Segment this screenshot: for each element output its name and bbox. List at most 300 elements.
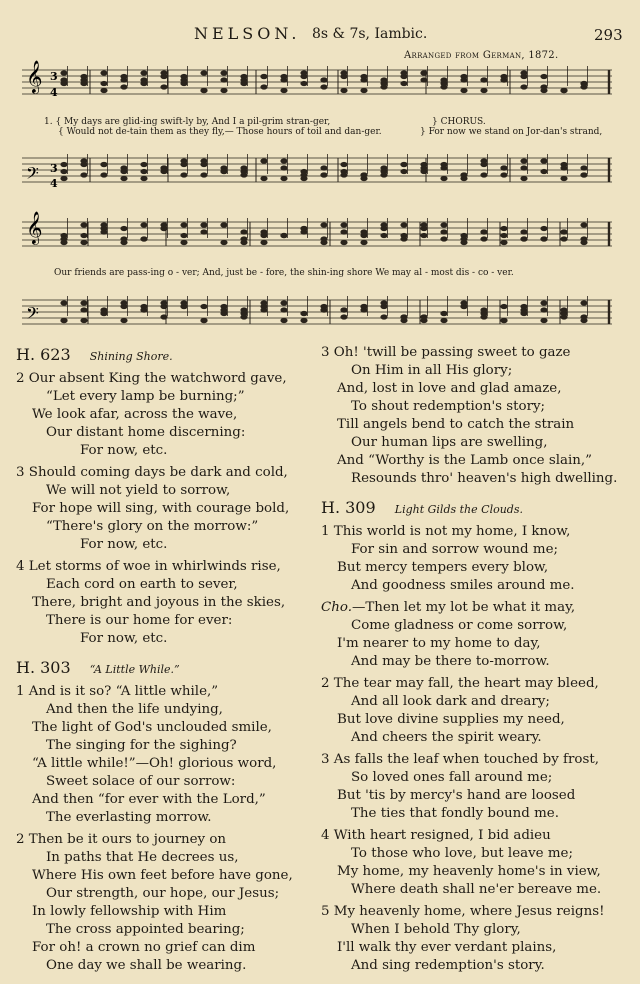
note-head <box>280 318 287 323</box>
note-head <box>540 74 547 79</box>
note-head <box>220 222 227 227</box>
note-head <box>400 74 407 79</box>
note-head <box>480 88 487 93</box>
verse <box>16 831 314 975</box>
chorus-label: } CHORUS. <box>432 117 486 127</box>
note-head <box>220 77 227 82</box>
verse-line: The everlasting morrow. <box>46 810 212 825</box>
chorus-line: I'm nearer to my home to day, <box>337 636 541 651</box>
arrangement-credit: Arranged from German, 1872. <box>404 50 559 61</box>
note-head <box>440 176 447 181</box>
note-head <box>160 314 167 319</box>
chorus-verse <box>321 599 627 671</box>
note-head <box>580 318 587 323</box>
note-head <box>280 74 287 79</box>
hymn-tune-name: “A Little While.” <box>89 663 180 676</box>
note-head <box>460 77 467 82</box>
note-head <box>280 233 287 238</box>
verse-line: 4 With heart resigned, I bid adieu <box>321 828 551 843</box>
note-head <box>140 162 147 167</box>
note-head <box>80 233 87 238</box>
note-head <box>360 88 367 93</box>
note-head <box>520 229 527 234</box>
note-head <box>500 240 507 245</box>
verse-line: “There's glory on the morrow:” <box>46 519 259 534</box>
note-head <box>100 311 107 316</box>
note-head <box>500 172 507 177</box>
verse-line: 4 Let storms of woe in whirlwinds rise, <box>16 559 281 574</box>
note-head <box>320 240 327 245</box>
note-head <box>240 311 247 316</box>
note-head <box>220 169 227 174</box>
note-head <box>120 318 127 323</box>
note-head <box>220 88 227 93</box>
note-head <box>220 70 227 75</box>
note-head <box>200 222 207 227</box>
note-head <box>340 314 347 319</box>
verse-line: The ties that fondly bound me. <box>351 806 559 821</box>
note-head <box>500 226 507 231</box>
verse-line: And cheers the spirit weary. <box>351 730 542 745</box>
note-head <box>440 318 447 323</box>
note-head <box>440 81 447 86</box>
note-head <box>260 233 267 238</box>
verse-line: When I behold Thy glory, <box>351 922 521 937</box>
note-head <box>140 70 147 75</box>
note-head <box>580 240 587 245</box>
staff-system-1-bass <box>22 154 612 182</box>
note-head <box>60 162 67 167</box>
verse <box>16 683 314 827</box>
hymn-tune-name: Light Gilds the Clouds. <box>394 503 523 516</box>
note-head <box>520 70 527 75</box>
verse-line: My home, my heavenly home's in view, <box>337 864 601 879</box>
verse-line: Where death shall ne'er bereave me. <box>351 882 602 897</box>
verse-line: “A little while!”—Oh! glorious word, <box>32 756 277 771</box>
note-head <box>340 162 347 167</box>
note-head <box>340 307 347 312</box>
note-head <box>200 304 207 309</box>
refrain-line: For now, etc. <box>80 631 168 646</box>
note-head <box>160 84 167 89</box>
note-head <box>300 311 307 316</box>
note-head <box>100 172 107 177</box>
note-head <box>280 300 287 305</box>
verse-line: 3 Should coming days be dark and cold, <box>16 465 288 480</box>
note-head <box>240 229 247 234</box>
note-head <box>320 222 327 227</box>
verse-line: 3 As falls the leaf when touched by frost, <box>321 752 599 767</box>
note-head <box>140 307 147 312</box>
note-head <box>140 77 147 82</box>
verse-line: In lowly fellowship with Him <box>32 904 227 919</box>
verse <box>321 675 627 747</box>
note-head <box>400 318 407 323</box>
note-head <box>380 172 387 177</box>
verse-line: To those who love, but leave me; <box>351 846 573 861</box>
note-head <box>100 88 107 93</box>
hymn-tune-name: Shining Shore. <box>89 350 173 363</box>
note-head <box>420 233 427 238</box>
note-head <box>180 300 187 305</box>
verse-line: We will not yield to sorrow, <box>46 483 231 498</box>
note-head <box>280 165 287 170</box>
verse-line: And goodness smiles around me. <box>351 578 575 593</box>
note-head <box>160 70 167 75</box>
note-head <box>160 169 167 174</box>
verse-line: 2 Then be it ours to journey on <box>16 832 227 847</box>
note-head <box>580 81 587 86</box>
staff-system-2-bass <box>22 296 612 324</box>
note-head <box>480 172 487 177</box>
verse-line: One day we shall be wearing. <box>46 958 247 973</box>
chorus-line: And may be there to-morrow. <box>351 654 550 669</box>
note-head <box>200 229 207 234</box>
verse <box>321 827 627 899</box>
note-head <box>520 84 527 89</box>
note-head <box>500 165 507 170</box>
note-head <box>340 74 347 79</box>
note-head <box>60 233 67 238</box>
hymn-heading <box>16 344 314 366</box>
note-head <box>420 169 427 174</box>
note-head <box>140 176 147 181</box>
note-head <box>440 311 447 316</box>
note-head <box>580 222 587 227</box>
hymn-623-continued <box>321 344 627 488</box>
note-head <box>320 165 327 170</box>
note-head <box>320 172 327 177</box>
note-head <box>380 84 387 89</box>
note-head <box>100 229 107 234</box>
verse-line: And then the life undying, <box>46 702 223 717</box>
note-head <box>60 176 67 181</box>
hymn-number: H. 623 <box>16 345 71 364</box>
note-head <box>300 70 307 75</box>
verse-line: But mercy tempers every blow, <box>337 560 549 575</box>
note-head <box>280 307 287 312</box>
note-head <box>540 226 547 231</box>
note-head <box>220 311 227 316</box>
verse-line: Each cord on earth to sever, <box>46 577 238 592</box>
note-head <box>240 81 247 86</box>
note-head <box>180 240 187 245</box>
verse <box>321 344 627 488</box>
note-head <box>560 176 567 181</box>
verse-line: And then “for ever with the Lord,” <box>32 792 266 807</box>
note-head <box>60 81 67 86</box>
note-head <box>140 222 147 227</box>
verse-line: To shout redemption's story; <box>351 399 546 414</box>
note-head <box>360 74 367 79</box>
note-head <box>580 300 587 305</box>
note-head <box>320 77 327 82</box>
note-head <box>180 74 187 79</box>
verse-line: There is our home for ever: <box>46 613 233 628</box>
note-head <box>220 304 227 309</box>
note-head <box>260 307 267 312</box>
note-head <box>80 162 87 167</box>
verse-line: The cross appointed bearing; <box>46 922 245 937</box>
note-head <box>100 81 107 86</box>
verse-line: 2 Our absent King the watchword gave, <box>16 371 287 386</box>
verse-line: On Him in all His glory; <box>351 363 513 378</box>
verse-line: Resounds thro' heaven's high dwelling. <box>351 471 618 486</box>
note-head <box>80 300 87 305</box>
verse-line: The singing for the sighing? <box>46 738 237 753</box>
note-head <box>480 162 487 167</box>
chorus-line: Cho.—Then let my lot be what it may, <box>321 600 576 615</box>
note-head <box>300 318 307 323</box>
hymn-309 <box>321 497 627 975</box>
note-head <box>180 172 187 177</box>
note-head <box>280 176 287 181</box>
verse-line: And “Worthy is the Lamb once slain,” <box>337 453 592 468</box>
note-head <box>200 172 207 177</box>
note-head <box>460 88 467 93</box>
note-head <box>120 226 127 231</box>
verse <box>16 370 314 460</box>
note-head <box>560 307 567 312</box>
note-head <box>460 300 467 305</box>
note-head <box>420 70 427 75</box>
note-head <box>300 226 307 231</box>
note-head <box>560 236 567 241</box>
verse <box>16 464 314 554</box>
verse-line: And all look dark and dreary; <box>351 694 550 709</box>
note-head <box>540 307 547 312</box>
time-signature: 4 <box>50 86 58 99</box>
note-head <box>120 84 127 89</box>
note-head <box>260 158 267 163</box>
verse-line: Our strength, our hope, our Jesus; <box>46 886 280 901</box>
verse-line: 5 My heavenly home, where Jesus reigns! <box>321 904 605 919</box>
note-head <box>560 229 567 234</box>
note-head <box>540 88 547 93</box>
note-head <box>560 88 567 93</box>
staff-system-1-treble <box>22 66 612 94</box>
verse-line: So loved ones fall around me; <box>351 770 553 785</box>
note-head <box>160 300 167 305</box>
note-head <box>300 81 307 86</box>
note-head <box>380 304 387 309</box>
note-head <box>400 81 407 86</box>
verse <box>321 523 627 595</box>
verse-line: We look afar, across the wave, <box>32 407 238 422</box>
note-head <box>240 172 247 177</box>
treble-clef-icon: 𝄞 <box>26 211 43 244</box>
music-notation <box>0 0 640 340</box>
note-head <box>200 318 207 323</box>
verse <box>16 558 314 648</box>
note-head <box>240 236 247 241</box>
verse-line: Our human lips are swelling, <box>351 435 548 450</box>
hymn-number: H. 309 <box>321 498 376 517</box>
note-head <box>380 233 387 238</box>
verse-line: For oh! a crown no grief can dim <box>32 940 256 955</box>
verse <box>321 751 627 823</box>
verse-line: And, lost in love and glad amaze, <box>337 381 562 396</box>
chorus-line: Come gladness or come sorrow, <box>351 618 568 633</box>
note-head <box>420 226 427 231</box>
hymn-623 <box>16 344 314 648</box>
note-head <box>340 88 347 93</box>
left-column <box>16 344 314 984</box>
note-head <box>540 236 547 241</box>
note-head <box>100 70 107 75</box>
hymn-heading <box>16 657 314 679</box>
note-head <box>380 314 387 319</box>
note-head <box>100 162 107 167</box>
note-head <box>580 165 587 170</box>
note-head <box>380 165 387 170</box>
verse-line: In paths that He decrees us, <box>46 850 239 865</box>
verse-line: Where His own feet before have gone, <box>32 868 293 883</box>
note-head <box>80 222 87 227</box>
verse-line: Till angels bend to catch the strain <box>337 417 575 432</box>
verse-line: 3 Oh! 'twill be passing sweet to gaze <box>321 345 571 360</box>
note-head <box>80 240 87 245</box>
tune-title: NELSON. <box>194 24 301 43</box>
verse-line: Our distant home discerning: <box>46 425 246 440</box>
verse <box>321 903 627 975</box>
lyric-line: 1. { My days are glid-ing swift-ly by, And I a pil-grim stran-ger, <box>44 117 331 127</box>
note-head <box>240 165 247 170</box>
note-head <box>360 240 367 245</box>
verse-line: For hope will sing, with courage bold, <box>32 501 290 516</box>
time-signature: 3 <box>50 70 58 83</box>
hymn-303 <box>16 657 314 975</box>
page-number: 293 <box>594 26 623 44</box>
note-head <box>500 233 507 238</box>
note-head <box>300 169 307 174</box>
note-head <box>520 176 527 181</box>
note-head <box>80 81 87 86</box>
note-head <box>360 172 367 177</box>
note-head <box>340 240 347 245</box>
note-head <box>60 169 67 174</box>
note-head <box>560 165 567 170</box>
right-column <box>321 344 627 984</box>
time-signature: 4 <box>50 177 58 190</box>
note-head <box>120 240 127 245</box>
note-head <box>320 84 327 89</box>
note-head <box>440 162 447 167</box>
note-head <box>540 300 547 305</box>
note-head <box>120 300 127 305</box>
note-head <box>400 169 407 174</box>
note-head <box>460 176 467 181</box>
note-head <box>80 318 87 323</box>
note-head <box>460 236 467 241</box>
note-head <box>440 229 447 234</box>
note-head <box>500 304 507 309</box>
note-head <box>280 158 287 163</box>
note-head <box>60 300 67 305</box>
verse-line: Sweet solace of our sorrow: <box>46 774 236 789</box>
note-head <box>540 318 547 323</box>
note-head <box>300 176 307 181</box>
note-head <box>60 70 67 75</box>
verse-line: For sin and sorrow wound me; <box>351 542 558 557</box>
note-head <box>580 172 587 177</box>
note-head <box>520 158 527 163</box>
note-head <box>180 222 187 227</box>
note-head <box>380 226 387 231</box>
refrain-line: For now, etc. <box>80 537 168 552</box>
note-head <box>80 307 87 312</box>
note-head <box>180 158 187 163</box>
note-head <box>260 240 267 245</box>
note-head <box>520 165 527 170</box>
treble-clef-icon: 𝄞 <box>26 60 43 93</box>
lyric-line: { Would not de-tain them as they fly,— Those hours of toil and dan-ger. <box>58 127 382 137</box>
verse-line: And sing redemption's story. <box>351 958 545 973</box>
note-head <box>160 226 167 231</box>
note-head <box>140 236 147 241</box>
lyrics-system-2: Our friends are pass-ing o - ver; And, just be - fore, the shin-ing shore We may al - most dis - co - ver. <box>54 268 514 278</box>
note-head <box>260 74 267 79</box>
note-head <box>60 318 67 323</box>
note-head <box>100 222 107 227</box>
note-head <box>440 222 447 227</box>
hymn-number: H. 303 <box>16 658 71 677</box>
verse-line: “Let every lamp be burning;” <box>46 389 245 404</box>
note-head <box>200 162 207 167</box>
meter-label: 8s & 7s, Iambic. <box>312 26 428 42</box>
note-head <box>480 236 487 241</box>
bass-clef-icon: 𝄢 <box>26 163 39 187</box>
note-head <box>480 229 487 234</box>
chorus-lyric-line: } For now we stand on Jor-dan's strand, <box>420 127 603 137</box>
note-head <box>220 240 227 245</box>
note-head <box>180 233 187 238</box>
note-head <box>480 314 487 319</box>
note-head <box>480 77 487 82</box>
note-head <box>60 240 67 245</box>
note-head <box>320 307 327 312</box>
note-head <box>260 176 267 181</box>
note-head <box>340 172 347 177</box>
verse-line: I'll walk thy ever verdant plains, <box>337 940 557 955</box>
note-head <box>400 222 407 227</box>
note-head <box>80 172 87 177</box>
note-head <box>120 176 127 181</box>
note-head <box>260 84 267 89</box>
verse-line: But love divine supplies my need, <box>337 712 565 727</box>
note-head <box>540 169 547 174</box>
note-head <box>360 233 367 238</box>
note-head <box>340 229 347 234</box>
note-head <box>420 314 427 319</box>
note-head <box>120 74 127 79</box>
note-head <box>500 318 507 323</box>
note-head <box>500 74 507 79</box>
note-head <box>540 158 547 163</box>
note-head <box>440 236 447 241</box>
verse-line: But 'tis by mercy's hand are loosed <box>337 788 576 803</box>
note-head <box>120 169 127 174</box>
note-head <box>140 169 147 174</box>
note-head <box>200 88 207 93</box>
note-head <box>360 304 367 309</box>
verse-line: There, bright and joyous in the skies, <box>32 595 286 610</box>
verse-line: 1 This world is not my home, I know, <box>321 524 571 539</box>
hymn-heading <box>321 497 627 519</box>
staff-system-2-treble <box>22 218 612 246</box>
note-head <box>340 222 347 227</box>
verse-line: The light of God's unclouded smile, <box>32 720 272 735</box>
